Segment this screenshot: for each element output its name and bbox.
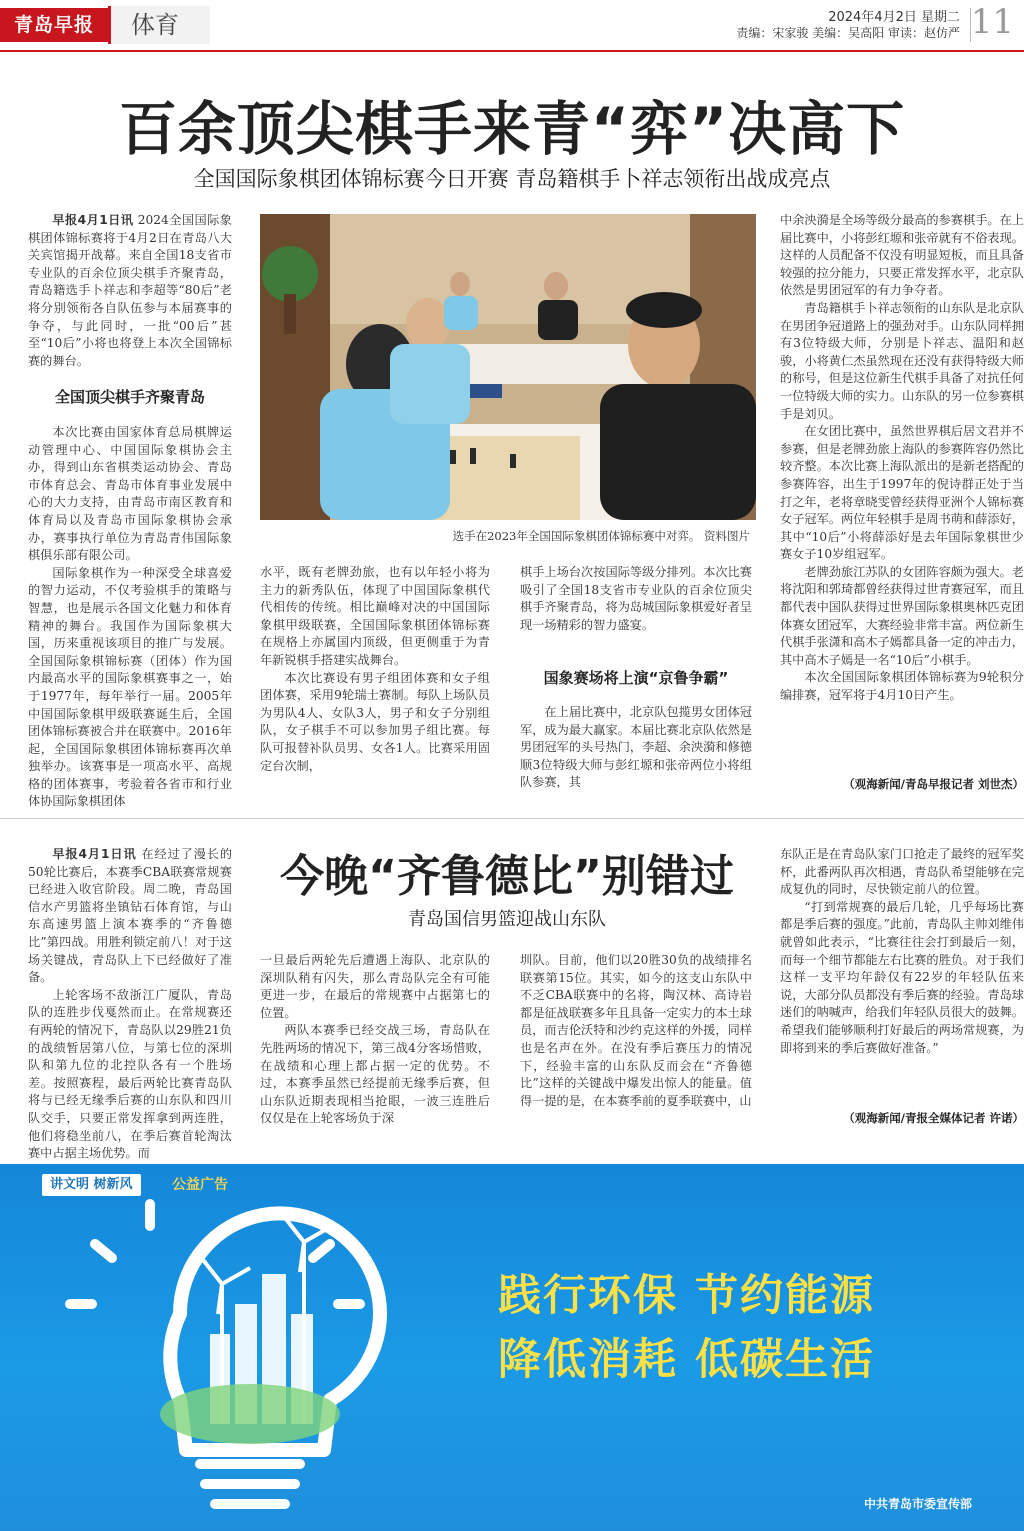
story2-col2-body	[260, 952, 490, 1128]
story1-lead-text: 2024全国国际象棋团体锦标赛将于4月2日在青岛八大关宾馆揭开战幕。来自全国18支省市专业队的百余位顶尖棋手齐聚青岛，青岛籍选手卜祥志和李超等“80后”老将分别领衔各自队伍参与本届赛事的争夺，与此同时，一批“00后”甚至“10后”小将也将登上本次全国锦标赛的舞台。	[28, 213, 232, 368]
paragraph: 东队正是在青岛队家门口抢走了最终的冠军奖杯，此番两队再次相遇，青岛队希望能够在完成复仇的同时，尽快锁定前八的位置。	[780, 847, 1024, 897]
story-separator	[0, 818, 1024, 819]
paragraph: 在女团比赛中，虽然世界棋后居文君并不参赛，但是老牌劲旅上海队的参赛阵容仍然比较齐整。本次比赛上海队派出的是新老搭配的参赛阵容，出生于1997年的倪诗群正处于当打之年，老将章晓雯曾经获得亚洲个人锦标赛女子冠军。两位年轻棋手是周书萌和薛添好，其中“10后”小将薛添好是去年国际象棋世少赛女子10岁组冠军。	[780, 424, 1024, 562]
story2-byline: （观海新闻/青报全媒体记者 许诺）	[843, 1111, 1024, 1125]
paragraph: 棋手上场台次按国际等级分排列。本次比赛吸引了全国18支省市专业队的百余位顶尖棋手齐聚青岛，将为岛城国际象棋爱好者呈现一场精彩的智力盛宴。	[520, 565, 752, 632]
story2-col1-body	[28, 846, 233, 1161]
paragraph: 上轮客场不敌浙江广厦队，青岛队的连胜步伐戛然而止。在常规赛还有两轮的情况下，青岛队以29胜21负的战绩暂居第八位，与第七位的深圳队和第九位的北控队各有一个胜场差。按照赛程，最后两轮比赛青岛队将与已经无缘季后赛的山东队和四川队交手，只要正常发挥拿到两连胜，他们将稳坐前八，在季后赛首轮淘汰赛中占据主场优势。而	[28, 987, 232, 1161]
photo-caption: 选手在2023年全国国际象棋团体锦标赛中对弈。 资料图片	[452, 529, 750, 543]
story1-byline: （观海新闻/青岛早报记者 刘世杰）	[843, 777, 1024, 791]
paragraph: 老牌劲旅江苏队的女团阵容颇为强大。老将沈阳和郭琦都曾经获得过世青赛冠军，而且都代表中国队获得过世界国际象棋奥林匹克团体赛女团冠军，大赛经验非常丰富。两位新生代棋手张潇和高木子嫣都具备一定的冲击力，其中高木子嫣是一名“10后”小棋手。	[780, 564, 1024, 667]
story1-col3-body	[520, 564, 752, 654]
chess-photo	[260, 214, 756, 520]
paragraph: 圳队。目前，他们以20胜30负的战绩排名联赛第15位。其实，如今的这支山东队中不乏CBA联赛中的名将，陶汉林、高诗岩都是征战联赛多年且具备一定实力的本土球员，而吉伦沃特和沙约克这样的外援，同样也是名声在外。在没有季后赛压力的情况下，经验丰富的山东队反而会在“齐鲁德比”这样的关键战中爆发出惊人的能量。值得一提的是，在本赛季前的夏季联赛中，山	[520, 953, 752, 1108]
story2-lead-text: 在经过了漫长的50轮比赛后，本赛季CBA联赛常规赛已经进入收官阶段。周二晚，青岛国信水产男篮将坐镇钻石体育馆，与山东高速男篮上演本赛季的“齐鲁德比”第四战。用胜利锁定前八！对于这场关键战，青岛队上下已经做好了准备。	[28, 847, 233, 985]
story2-headline: 今晚“齐鲁德比”别错过	[280, 851, 734, 902]
masthead-logo: 青岛早报	[0, 8, 108, 42]
paragraph: “打到常规赛的最后几轮，几乎每场比赛都是季后赛的强度。”此前，青岛队主帅刘维伟就曾如此表示，“比赛往往会打到最后一刻，而每一个细节都能左右比赛的胜负。对于我们这样一支平均年龄仅有22岁的年轻队伍来说，大部分队员都没有季后赛的经验。青岛球迷们的呐喊声，给我们年轻队员很大的鼓舞。希望我们能够顺利打好最后的两场常规赛，为即将到来的季后赛做好准备。”	[780, 899, 1024, 1055]
story1-headline: 百余顶尖棋手来青“弈”决高下	[118, 95, 906, 163]
editorial-staff: 责编：宋家骏 美编：吴高阳 审读：赵仿严	[736, 26, 960, 40]
story2-dateline: 早报4月1日讯	[52, 847, 137, 861]
story1-dateline: 早报4月1日讯	[52, 213, 134, 227]
story1-subhead-1: 全国顶尖棋手齐聚青岛	[54, 388, 205, 406]
ad-organization: 中共青岛市委宣传部	[863, 1497, 972, 1511]
ad-slogan-line2: 降低消耗 低碳生活	[498, 1335, 875, 1385]
issue-date: 2024年4月2日 星期二	[828, 10, 960, 25]
chess-photo-illustration	[260, 214, 756, 520]
story1-col4-body	[780, 212, 1024, 772]
story1-col3-body2	[520, 704, 752, 794]
story1-col2-body	[260, 564, 490, 794]
paragraph: 本次比赛由国家体育总局棋牌运动管理中心、中国国际象棋协会主办，得到山东省棋类运动协会、青岛市体育总会、青岛市体育事业发展中心的大力支持，由青岛市南区教育和体育局以及青岛市国际象棋协会承办，赛事执行单位为青岛青伟国际象棋俱乐部有限公司。	[28, 425, 232, 563]
paragraph: 水平，既有老牌劲旅，也有以年轻小将为主力的新秀队伍，体现了中国国际象棋代代相传的传统。相比巅峰对决的中国国际象棋甲级联赛，全国国际象棋团体锦标赛在规格上亦属国内顶级，但更侧重于为青年新锐棋手搭建实战舞台。	[260, 565, 490, 667]
story2-subheadline: 青岛国信男篮迎战山东队	[408, 909, 606, 930]
ad-tag: 讲文明 树新风	[42, 1174, 141, 1196]
section-tab: 体育	[108, 6, 210, 44]
paragraph: 本次比赛设有男子组团体赛和女子组团体赛，采用9轮瑞士赛制。每队上场队员为男队4人、女队3人，男子和女子分别组队，女子棋手不可以参加男子组比赛。每队可报替补队员男、女各1人。比赛采用固定台次制，	[260, 670, 490, 773]
ad-type: 公益广告	[172, 1177, 228, 1193]
header-rule	[0, 50, 1024, 52]
paragraph: 一旦最后两轮先后遭遇上海队、北京队的深圳队稍有闪失，那么青岛队完全有可能更进一步，在最后的常规赛中占据第七的位置。	[260, 953, 490, 1020]
paragraph: 两队本赛季已经交战三场，青岛队在先胜两场的情况下，第三战4分客场惜败，在战绩和心理上都占据一定的优势。不过，本赛季虽然已经提前无缘季后赛，但山东队近期表现相当抢眼，一波三连胜后仅仅是在上轮客场负于深	[260, 1023, 490, 1126]
paragraph: 国际象棋作为一种深受全球喜爱的智力运动，不仅考验棋手的策略与智慧，也是展示各国文化魅力和体育精神的舞台。我国作为国际象棋大国，历来重视该项目的推广与发展。全国国际象棋锦标赛（团体）作为国内最高水平的国际象棋赛事之一，始于1977年，每年举行一届。2005年中国国际象棋甲级联赛诞生后，全国团体锦标赛被合并在联赛中。2016年起，全国国际象棋团体锦标赛再次单独举办。该赛事是一项高水平、高规格的团体赛事，考验着各省市和行业体协国际象棋团体	[28, 565, 232, 809]
story2-col3-body	[520, 952, 752, 1128]
paragraph: 青岛籍棋手卜祥志领衔的山东队是北京队在男团争冠道路上的强劲对手。山东队同样拥有3位特级大师，分别是卜祥志、温阳和赵骏，小将黄仁杰虽然现在还没有获得特级大师的称号，但是这位新生代棋手具备了对抗任何一位特级大师的实力。山东队的另一位参赛棋手是刘贝。	[780, 300, 1024, 421]
ad-slogan-line1: 践行环保 节约能源	[498, 1271, 875, 1321]
paragraph: 在上届比赛中，北京队包揽男女团体冠军，成为最大赢家。本届比赛北京队依然是男团冠军的头号热门，李超、余泱漪和修德顺3位特级大师与彭红塬和张帝两位小将组队参赛，其	[520, 705, 752, 790]
story1-col1-body	[28, 424, 232, 809]
page-number: 11	[970, 2, 1014, 42]
story1-subhead-2: 国象赛场将上演“京鲁争霸”	[543, 669, 729, 687]
story1-lead	[28, 212, 232, 370]
paragraph: 本次全国国际象棋团体锦标赛为9轮积分编排赛，冠军将于4月10日产生。	[780, 670, 1024, 703]
story1-subheadline: 全国国际象棋团体锦标赛今日开赛 青岛籍棋手卜祥志领衔出战成亮点	[193, 167, 831, 191]
story2-col4-body	[780, 846, 1024, 1108]
paragraph: 中余泱漪是全场等级分最高的参赛棋手。在上届比赛中，小将彭红塬和张帝就有不俗表现。这样的人员配备不仅没有明显短板，而且具备较强的拉分能力，只要正常发挥水平，北京队依然是男团冠军的有力争夺者。	[780, 213, 1024, 298]
